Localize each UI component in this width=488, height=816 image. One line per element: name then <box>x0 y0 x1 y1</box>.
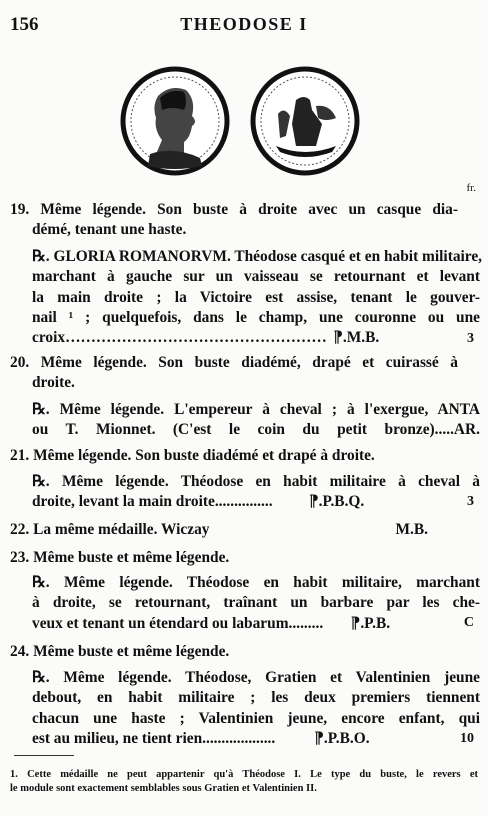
footnote-line: le module sont exactement semblables sous Gratien et Valentinien II. <box>10 783 317 794</box>
footnote <box>10 768 478 796</box>
metal-mark: AR. <box>453 421 480 439</box>
catalogue-entry-20 <box>10 353 458 394</box>
rarity-value: 10 <box>460 731 474 746</box>
metal-mark: ⁋.P.B.O. <box>314 729 370 747</box>
running-header <box>10 14 478 36</box>
entry-line: 20. Même légende. Son buste diadémé, drapé et cuirassé à <box>10 354 458 371</box>
catalogue-entry-24 <box>10 642 458 662</box>
catalogue-entry-19 <box>10 200 458 241</box>
rarity-value: 3 <box>467 494 474 509</box>
catalogue-reverse-19 <box>10 247 483 348</box>
entry-line: 23. Même buste et même légende. <box>10 549 230 566</box>
entry-line: ℞. Même légende. Théodose en habit militaire à cheval à <box>32 473 480 490</box>
footnote-line: 1. Cette médaille ne peut appartenir qu'à Théodose I. Le type du buste, le revers et <box>10 769 478 780</box>
catalogue-reverse-21 <box>10 472 480 513</box>
catalogue-reverse-24 <box>10 668 480 749</box>
catalogue-entry-21 <box>10 446 458 466</box>
coin-obverse-image <box>123 69 227 173</box>
entry-last-line <box>32 614 480 634</box>
entry-last-line <box>32 420 480 440</box>
footnote-rule <box>14 755 74 756</box>
entry-line: ℞. Même légende. Théodose en habit militaire, marchant <box>32 574 480 591</box>
catalogue-reverse-23 <box>10 573 480 634</box>
metal-mark: M.B. <box>395 521 428 538</box>
entry-text: 22. La même médaille. Wiczay <box>10 521 210 538</box>
entry-line: nail ¹ ; quelquefois, dans le champ, une couronne ou une <box>32 308 480 326</box>
entry-last-line <box>10 520 458 540</box>
leader-dots: ................... <box>202 729 276 747</box>
entry-line: à droite, se retournant, traînant un barbare par les che- <box>32 594 480 612</box>
coin-illustrations <box>110 66 370 176</box>
leader-dots: ......... <box>288 614 324 632</box>
entry-line: chacun une haste ; Valentinien jeune, encore enfant, qui <box>32 709 480 727</box>
page-number: 156 <box>10 14 39 35</box>
metal-mark: ⁋.P.B.Q. <box>308 493 365 511</box>
entry-line: ℞. GLORIA ROMANORVM. Théodose casqué et en habit militaire, <box>32 248 483 265</box>
coin-reverse-image <box>253 69 357 173</box>
entry-text: ou T. Mionnet. (C'est le coin du petit bronze) <box>32 421 435 439</box>
entry-text: est au milieu, ne tient rien <box>32 729 203 747</box>
entry-line: droite. <box>32 374 75 392</box>
rarity-value: C <box>463 615 474 630</box>
rarity-column-heading: fr. <box>466 182 476 194</box>
leader-dots: …………………………………………… <box>65 329 327 347</box>
entry-line: la main droite ; la Victoire est assise, tenant le gouver- <box>32 288 480 306</box>
entry-text: veux et tenant un étendard ou labarum <box>32 614 289 632</box>
catalogue-entry-22 <box>10 520 458 540</box>
entry-text: droite, levant la main droite <box>32 493 215 511</box>
metal-mark: ⁋.M.B. <box>333 329 380 347</box>
entry-line: 24. Même buste et même légende. <box>10 643 230 660</box>
catalogue-entry-23 <box>10 548 458 568</box>
leader-dots: ..... <box>434 421 454 439</box>
catalogue-reverse-20 <box>10 400 480 441</box>
entry-line: ℞. Même légende. L'empereur à cheval ; à l'exergue, ANTA <box>32 401 480 418</box>
entry-line: ℞. Même légende. Théodose, Gratien et Valentinien jeune <box>32 669 480 686</box>
entry-line: 21. Même légende. Son buste diadémé et drapé à droite. <box>10 447 375 464</box>
entry-line: 19. Même légende. Son buste à droite avec un casque dia- <box>10 201 458 218</box>
entry-line: debout, en habit militaire ; les deux premiers tiennent <box>32 689 480 707</box>
metal-mark: ⁋.P.B. <box>350 614 391 632</box>
leader-dots: ............... <box>214 493 273 511</box>
entry-last-line <box>32 729 480 749</box>
entry-line: marchant à gauche sur un vaisseau se retournant et levant <box>32 268 480 286</box>
entry-last-line <box>32 328 480 348</box>
rarity-value: 3 <box>467 331 474 346</box>
entry-line: démé, tenant une haste. <box>32 221 187 239</box>
entry-last-line <box>32 492 480 512</box>
running-title: THEODOSE I <box>180 14 308 34</box>
entry-text: croix <box>32 329 66 347</box>
